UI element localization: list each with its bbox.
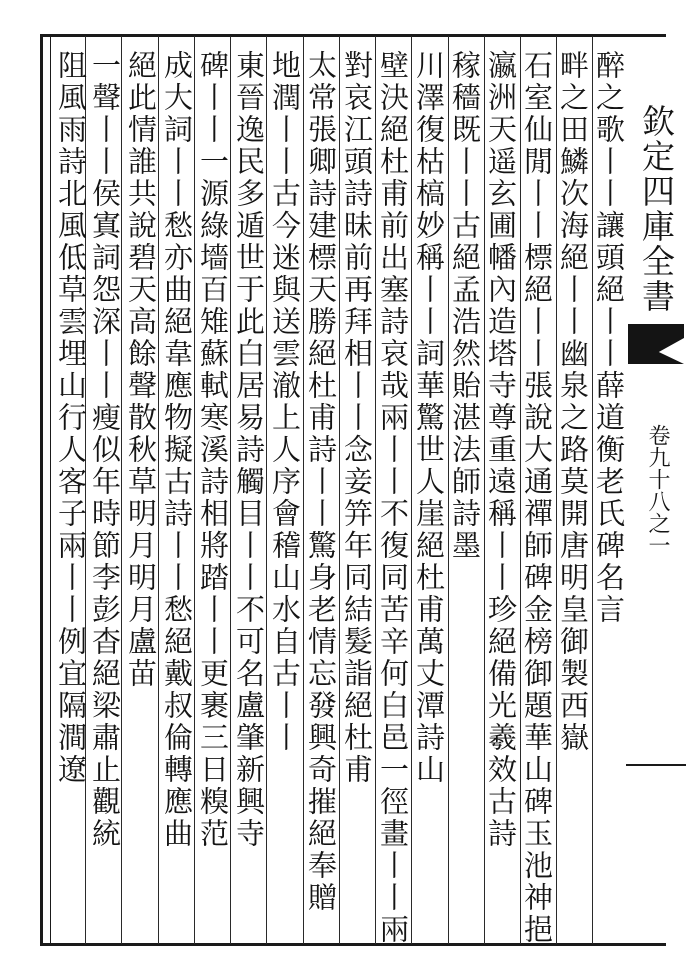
text-column: 石室仙閒丨丨標絕丨丨張說大通禪師碑金榜御題華山碑玉池神挹 (520, 50, 554, 946)
text-column: 一聲丨丨侯寘詞怨深丨丨瘦似年時節李彭杳絕梁肅止觀統 (88, 50, 122, 850)
margin-rule (626, 764, 686, 766)
text-column: 地潤丨丨古今迷與送雲澈上人序會稽山水自古丨丨 (268, 50, 302, 754)
page-margin (626, 34, 686, 946)
text-column: 太常張卿詩建標天勝絕杜甫詩丨丨驚身老情忘發興奇摧絕奉贈 (304, 50, 338, 914)
text-column: 醉之歌丨丨讓頭絕丨丨薛道衡老氏碑名言 (592, 50, 626, 626)
text-column: 碑丨丨一源綠墻百雉蘇軾寒溪詩相將踏丨丨更裹三日糗范 (196, 50, 230, 850)
text-column: 畔之田鱗次海絕丨丨幽泉之路莫開唐明皇御製西嶽 (556, 50, 590, 754)
fishtail-mark (628, 324, 684, 364)
text-column: 絕此情誰共說碧天高餘聲散秋草明月明月盧苗 (124, 50, 158, 690)
book-title: 欽定四庫全書 (637, 104, 676, 314)
text-column: 成大詞丨丨愁亦曲絕韋應物擬古詩丨丨愁絕戴叔倫轉應曲 (160, 50, 194, 850)
text-column: 阻風雨詩北風低草雲埋山行人客子兩丨丨例宜隔澗遼 (54, 50, 88, 786)
text-column: 川澤復枯槁妙稱丨丨詞華驚世人崖絕杜甫萬丈潭詩山 (412, 50, 446, 786)
text-column: 壁決絕杜甫前出塞詩哀哉兩丨丨不復同苦辛何白邑一徑畫丨丨兩 (376, 50, 410, 946)
volume-label: 卷九十八之一 (645, 424, 670, 556)
text-column: 稼穡既丨丨古絕孟浩然貽湛法師詩墨 (448, 50, 482, 562)
text-column: 東晉逸民多遁世于此白居易詩觸目丨丨不可名盧肇新興寺 (232, 50, 266, 850)
text-column: 對哀江頭詩昧前再拜相丨丨念妾笄年同結髮詣絕杜甫 (340, 50, 374, 786)
text-column: 瀛洲天遥玄圃幡內造塔寺尊重遠稱丨丨珍絕備光羲效古詩 (484, 50, 518, 850)
